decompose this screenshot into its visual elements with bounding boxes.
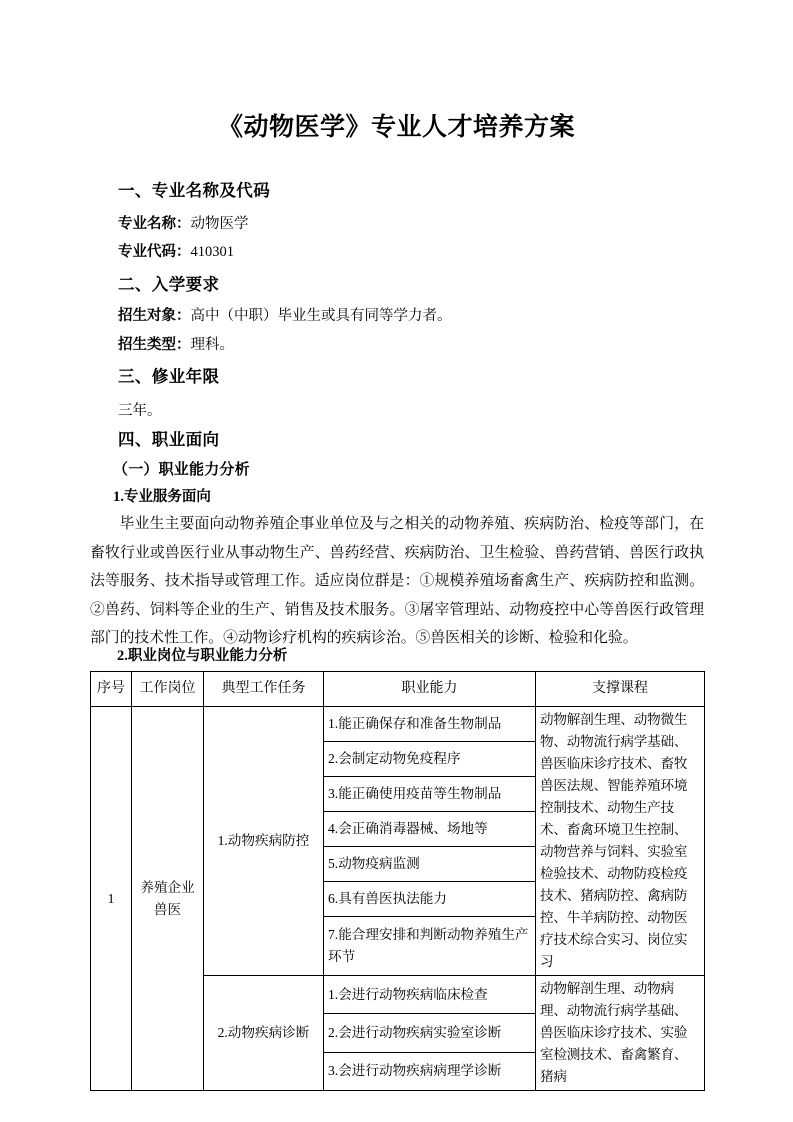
cell-task-2: 2.动物疾病诊断 <box>204 976 324 1091</box>
field-major-name <box>118 217 249 232</box>
cell-ability: 2.会进行动物疾病实验室诊断 <box>324 1014 536 1052</box>
study-duration-text: 三年。 <box>118 403 162 419</box>
cell-ability: 6.具有兽医执法能力 <box>324 882 536 917</box>
section-heading-4: 四、职业面向 <box>118 430 220 449</box>
field-label-admission-target: 招生对象： <box>118 308 191 324</box>
career-ability-table <box>90 671 705 1091</box>
section-heading-3: 三、修业年限 <box>118 367 220 386</box>
cell-row-number: 1 <box>91 707 132 1091</box>
table-header-row <box>91 672 705 707</box>
field-label-admission-type: 招生类型： <box>118 337 191 353</box>
field-admission-target <box>118 309 452 324</box>
field-major-code <box>118 245 234 260</box>
cell-courses-1: 动物解剖生理、动物微生物、动物流行病学基础、兽医临床诊疗技术、畜牧兽医法规、智能养殖环境控制技术、动物生产技术、畜禽环境卫生控制、动物营养与饲料、实验室检验技术、动物防疫检疫技术、猪病防控、禽病防控、牛羊病防控、动物医疗技术综合实习、岗位实习 <box>536 707 705 976</box>
field-value-major-name: 动物医学 <box>190 216 249 232</box>
field-value-admission-target: 高中（中职）毕业生或具有同等学力者。 <box>190 308 452 324</box>
cell-task-1: 1.动物疾病防控 <box>204 707 324 976</box>
field-label-major-name: 专业名称： <box>118 216 191 232</box>
service-orientation-paragraph: 毕业生主要面向动物养殖企事业单位及与之相关的动物养殖、疾病防治、检疫等部门，在畜牧行业或兽医行业从事动物生产、兽药经营、疾病防治、卫生检验、兽药营销、兽医行政执法等服务、技术指导或管理工作。适应岗位群是：①规模养殖场畜禽生产、疾病防控和监测。②兽药、饲料等企业的生产、销售及技术服务。③屠宰管理站、动物疫控中心等兽医行政管理部门的技术性工作。④动物诊疗机构的疾病诊治。⑤兽医相关的诊断、检验和化验。 <box>90 516 704 646</box>
cell-work-post: 养殖企业 兽医 <box>132 707 204 1091</box>
field-value-major-code: 410301 <box>190 244 234 260</box>
table-header-course: 支撑课程 <box>536 672 705 707</box>
table-header-task: 典型工作任务 <box>204 672 324 707</box>
cell-ability: 1.会进行动物疾病临床检查 <box>324 976 536 1014</box>
table-row <box>91 707 705 742</box>
cell-ability: 3.会进行动物疾病病理学诊断 <box>324 1052 536 1090</box>
cell-ability: 2.会制定动物免疫程序 <box>324 742 536 777</box>
cell-ability: 5.动物疫病监测 <box>324 847 536 882</box>
cell-ability: 3.能正确使用疫苗等生物制品 <box>324 777 536 812</box>
field-label-major-code: 专业代码： <box>118 244 191 260</box>
subsubsection-heading-service-orientation: 1.专业服务面向 <box>113 489 211 505</box>
table-header-num: 序号 <box>91 672 132 707</box>
section-heading-1: 一、专业名称及代码 <box>118 181 271 200</box>
cell-ability: 1.能正确保存和准备生物制品 <box>324 707 536 742</box>
table-caption: 2.职业岗位与职业能力分析 <box>117 648 288 664</box>
page-title: 《动物医学》专业人才培养方案 <box>217 114 575 141</box>
cell-ability: 7.能合理安排和判断动物养殖生产环节 <box>324 917 536 976</box>
subsection-heading-career-ability: （一）职业能力分析 <box>113 462 250 478</box>
table-header-post: 工作岗位 <box>132 672 204 707</box>
cell-ability: 4.会正确消毒器械、场地等 <box>324 812 536 847</box>
field-value-admission-type: 理科。 <box>190 337 234 353</box>
field-admission-type <box>118 338 234 353</box>
table-header-ability: 职业能力 <box>324 672 536 707</box>
cell-courses-2: 动物解剖生理、动物病理、动物流行病学基础、兽医临床诊疗技术、实验室检测技术、畜禽繁育、猪病 <box>536 976 705 1091</box>
section-heading-2: 二、入学要求 <box>118 275 220 294</box>
